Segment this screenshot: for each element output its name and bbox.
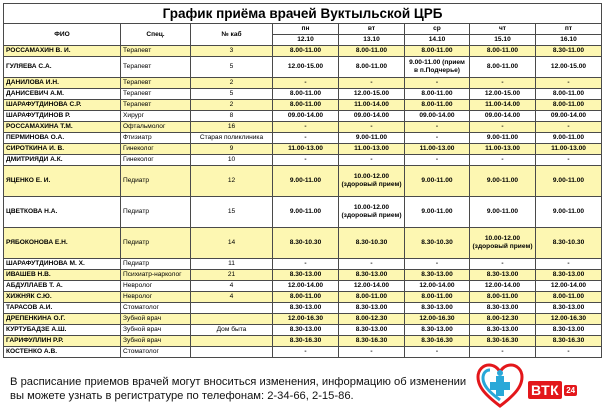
schedule-cell-tue: 12.00-14.00 [339, 281, 405, 292]
schedule-cell-fri: - [536, 122, 602, 133]
schedule-cell-fri: 9.00-11.00 [536, 166, 602, 197]
header-date-mon: 12.10 [273, 35, 339, 46]
doctor-name: ХИЖНЯК С.Ю. [4, 292, 121, 303]
table-row [4, 133, 602, 144]
schedule-cell-wed: - [405, 347, 470, 358]
cabinet-number [191, 336, 273, 347]
doctor-specialty: Хирург [121, 111, 191, 122]
schedule-cell-thu: 8.30-13.00 [470, 325, 536, 336]
doctor-name: ШАРАФУТДИНОВ Р. [4, 111, 121, 122]
cabinet-number: 9 [191, 144, 273, 155]
cabinet-number: 10 [191, 155, 273, 166]
table-row [4, 155, 602, 166]
table-row [4, 111, 602, 122]
header-spec: Спец. [121, 24, 191, 46]
doctor-name: РЯБОКОНОВА Е.Н. [4, 228, 121, 259]
schedule-cell-thu: 10.00-12.00 (здоровый прием) [470, 228, 536, 259]
header-date-fri: 16.10 [536, 35, 602, 46]
heart-cross-logo-icon [474, 360, 526, 412]
doctor-name: ДАНИСЕВИЧ А.М. [4, 89, 121, 100]
schedule-cell-thu: - [470, 155, 536, 166]
schedule-cell-thu: 12.00-14.00 [470, 281, 536, 292]
schedule-cell-tue: 8.30-13.00 [339, 270, 405, 281]
schedule-cell-mon: 8.00-11.00 [273, 46, 339, 57]
schedule-cell-fri: 8.30-13.00 [536, 270, 602, 281]
schedule-cell-mon: - [273, 347, 339, 358]
doctor-name: КУРТУБАДЗЕ А.Ш. [4, 325, 121, 336]
table-row [4, 292, 602, 303]
doctor-specialty: Зубной врач [121, 314, 191, 325]
schedule-cell-fri: 12.00-15.00 [536, 57, 602, 78]
table-row [4, 303, 602, 314]
schedule-cell-tue: 8.30-16.30 [339, 336, 405, 347]
schedule-cell-mon: 8.30-13.00 [273, 325, 339, 336]
schedule-cell-mon: 12.00-14.00 [273, 281, 339, 292]
table-row [4, 270, 602, 281]
schedule-cell-wed: 8.00-11.00 [405, 46, 470, 57]
doctor-specialty: Невролог [121, 281, 191, 292]
header-day-mon: пн [273, 24, 339, 35]
schedule-cell-tue: - [339, 259, 405, 270]
schedule-cell-mon: 8.00-11.00 [273, 292, 339, 303]
header-day-tue: вт [339, 24, 405, 35]
schedule-cell-wed: - [405, 259, 470, 270]
doctor-specialty: Терапевт [121, 57, 191, 78]
cabinet-number [191, 303, 273, 314]
schedule-cell-fri: 8.00-11.00 [536, 100, 602, 111]
doctor-name: ЯЦЕНКО Е. И. [4, 166, 121, 197]
btk-logo-text: ВТК [528, 381, 562, 399]
doctor-specialty: Гинеколог [121, 155, 191, 166]
schedule-cell-mon: 12.00-16.30 [273, 314, 339, 325]
schedule-cell-tue: 11.00-13.00 [339, 144, 405, 155]
page-title: График приёма врачей Вуктыльской ЦРБ [4, 4, 602, 24]
cabinet-number: 11 [191, 259, 273, 270]
schedule-cell-mon: 8.30-13.00 [273, 303, 339, 314]
schedule-cell-mon: 8.30-16.30 [273, 336, 339, 347]
schedule-cell-thu: 09.00-14.00 [470, 111, 536, 122]
schedule-cell-mon: - [273, 122, 339, 133]
doctor-name: ПЕРМИНОВА О.А. [4, 133, 121, 144]
schedule-cell-wed: 8.30-13.00 [405, 303, 470, 314]
header-day-fri: пт [536, 24, 602, 35]
schedule-cell-mon: 8.00-11.00 [273, 89, 339, 100]
doctor-name: ШАРАФУТДИНОВА С.Р. [4, 100, 121, 111]
schedule-cell-tue: 8.00-11.00 [339, 57, 405, 78]
schedule-cell-tue: 8.00-11.00 [339, 46, 405, 57]
schedule-cell-thu: 8.00-11.00 [470, 46, 536, 57]
schedule-cell-wed: - [405, 133, 470, 144]
schedule-cell-tue: 8.00-12.30 [339, 314, 405, 325]
doctor-specialty: Зубной врач [121, 325, 191, 336]
doctor-name: ШАРАФУТДИНОВА М. Х. [4, 259, 121, 270]
schedule-cell-fri: 12.00-16.30 [536, 314, 602, 325]
table-row [4, 325, 602, 336]
cabinet-number: Дом быта [191, 325, 273, 336]
doctor-specialty: Невролог [121, 292, 191, 303]
cabinet-number: 12 [191, 166, 273, 197]
header-fio: ФИО [4, 24, 121, 46]
schedule-cell-thu: 12.00-15.00 [470, 89, 536, 100]
schedule-cell-thu: - [470, 259, 536, 270]
schedule-cell-thu: - [470, 122, 536, 133]
cabinet-number: 4 [191, 281, 273, 292]
cabinet-number: 8 [191, 111, 273, 122]
cabinet-number: 5 [191, 57, 273, 78]
schedule-cell-wed: 8.30-13.00 [405, 325, 470, 336]
doctor-name: ДАНИЛОВА И.Н. [4, 78, 121, 89]
cabinet-number: 3 [191, 46, 273, 57]
schedule-cell-tue: 10.00-12.00 (здоровый прием) [339, 197, 405, 228]
cabinet-number: 16 [191, 122, 273, 133]
schedule-rows [4, 46, 602, 358]
schedule-cell-mon: - [273, 78, 339, 89]
table-row [4, 336, 602, 347]
schedule-cell-tue: - [339, 78, 405, 89]
table-row [4, 259, 602, 270]
doctor-specialty: Терапевт [121, 89, 191, 100]
schedule-cell-thu: 8.30-13.00 [470, 303, 536, 314]
table-row [4, 314, 602, 325]
doctor-specialty: Офтальмолог [121, 122, 191, 133]
schedule-cell-wed: 11.00-13.00 [405, 144, 470, 155]
doctor-name: ГАРИФУЛЛИН Р.Р. [4, 336, 121, 347]
schedule-cell-fri: - [536, 347, 602, 358]
schedule-cell-wed: - [405, 122, 470, 133]
doctor-specialty: Фтизиатр [121, 133, 191, 144]
schedule-cell-mon: 12.00-15.00 [273, 57, 339, 78]
schedule-cell-wed: 9.00-11.00 [405, 197, 470, 228]
cabinet-number: 5 [191, 89, 273, 100]
btk24-logo [528, 380, 577, 400]
doctor-specialty: Педиатр [121, 166, 191, 197]
schedule-cell-wed: 9.00-11.00 (прием в п.Подчерье) [405, 57, 470, 78]
schedule-cell-fri: 8.00-11.00 [536, 292, 602, 303]
table-row [4, 144, 602, 155]
doctor-specialty: Стоматолог [121, 347, 191, 358]
schedule-cell-thu: 9.00-11.00 [470, 133, 536, 144]
schedule-cell-mon: 8.30-13.00 [273, 270, 339, 281]
schedule-cell-tue: 11.00-14.00 [339, 100, 405, 111]
doctor-name: ЦВЕТКОВА Н.А. [4, 197, 121, 228]
schedule-cell-thu: 9.00-11.00 [470, 197, 536, 228]
cabinet-number: 2 [191, 78, 273, 89]
schedule-cell-wed: 09.00-14.00 [405, 111, 470, 122]
schedule-change-note: В расписание приемов врачей могут вноситься изменения, информацию об изменении вы можете узнать в регистратуре по телефонам: 2-34-66, 2-15-86. [10, 376, 467, 402]
header-cab: № каб [191, 24, 273, 46]
schedule-cell-tue: 8.00-11.00 [339, 292, 405, 303]
cabinet-number [191, 347, 273, 358]
table-row [4, 166, 602, 197]
schedule-cell-thu: 11.00-14.00 [470, 100, 536, 111]
schedule-cell-tue: 09.00-14.00 [339, 111, 405, 122]
schedule-cell-tue: 10.00-12.00 (здоровый прием) [339, 166, 405, 197]
doctor-name: ГУЛЯЕВА С.А. [4, 57, 121, 78]
schedule-cell-fri: 8.30-10.30 [536, 228, 602, 259]
doctor-specialty: Зубной врач [121, 336, 191, 347]
doctor-name: ДМИТРИЯДИ А.К. [4, 155, 121, 166]
schedule-cell-thu: 8.30-16.30 [470, 336, 536, 347]
schedule-cell-tue: 12.00-15.00 [339, 89, 405, 100]
table-row [4, 100, 602, 111]
schedule-cell-thu: 8.00-11.00 [470, 292, 536, 303]
schedule-cell-thu: 8.00-11.00 [470, 57, 536, 78]
schedule-cell-fri: - [536, 78, 602, 89]
schedule-cell-tue: 8.30-13.00 [339, 325, 405, 336]
schedule-cell-wed: 8.00-11.00 [405, 89, 470, 100]
schedule-cell-thu: 11.00-13.00 [470, 144, 536, 155]
doctor-name: РОССАМАХИН В. И. [4, 46, 121, 57]
schedule-cell-fri: 12.00-14.00 [536, 281, 602, 292]
schedule-cell-tue: - [339, 122, 405, 133]
schedule-cell-wed: 8.30-16.30 [405, 336, 470, 347]
schedule-cell-thu: - [470, 347, 536, 358]
header-day-wed: ср [405, 24, 470, 35]
schedule-cell-fri: 9.00-11.00 [536, 197, 602, 228]
table-row [4, 228, 602, 259]
doctor-specialty: Стоматолог [121, 303, 191, 314]
schedule-cell-mon: 11.00-13.00 [273, 144, 339, 155]
schedule-cell-thu: 9.00-11.00 [470, 166, 536, 197]
schedule-cell-tue: 8.30-10.30 [339, 228, 405, 259]
schedule-cell-wed: 9.00-11.00 [405, 166, 470, 197]
doctor-name: АБДУЛЛАЕВ Т. А. [4, 281, 121, 292]
schedule-cell-wed: - [405, 78, 470, 89]
doctor-name: ТАРАСОВ А.И. [4, 303, 121, 314]
schedule-cell-fri: 8.00-11.00 [536, 89, 602, 100]
doctor-specialty: Психиатр-нарколог [121, 270, 191, 281]
schedule-cell-thu: 8.00-12.30 [470, 314, 536, 325]
table-row [4, 57, 602, 78]
schedule-cell-wed: 8.30-10.30 [405, 228, 470, 259]
schedule-cell-wed: 12.00-14.00 [405, 281, 470, 292]
schedule-cell-fri: 8.30-13.00 [536, 303, 602, 314]
schedule-cell-fri: - [536, 155, 602, 166]
doctor-specialty: Терапевт [121, 100, 191, 111]
doctor-name: СИРОТКИНА И. В. [4, 144, 121, 155]
schedule-cell-mon: - [273, 155, 339, 166]
schedule-cell-tue: - [339, 155, 405, 166]
header-day-thu: чт [470, 24, 536, 35]
schedule-table [3, 3, 602, 358]
table-row [4, 197, 602, 228]
schedule-cell-thu: - [470, 78, 536, 89]
schedule-cell-mon: 8.00-11.00 [273, 100, 339, 111]
schedule-cell-fri: 9.00-11.00 [536, 133, 602, 144]
cabinet-number: 21 [191, 270, 273, 281]
table-row [4, 89, 602, 100]
header-date-wed: 14.10 [405, 35, 470, 46]
schedule-cell-tue: 8.30-13.00 [339, 303, 405, 314]
schedule-cell-fri: 8.30-13.00 [536, 325, 602, 336]
schedule-cell-wed: - [405, 155, 470, 166]
schedule-cell-tue: - [339, 347, 405, 358]
schedule-cell-fri: 09.00-14.00 [536, 111, 602, 122]
table-row [4, 78, 602, 89]
doctor-specialty: Педиатр [121, 197, 191, 228]
doctor-specialty: Педиатр [121, 228, 191, 259]
schedule-cell-thu: 8.30-13.00 [470, 270, 536, 281]
schedule-cell-mon: - [273, 259, 339, 270]
schedule-cell-wed: 8.00-11.00 [405, 292, 470, 303]
schedule-cell-fri: 8.30-11.00 [536, 46, 602, 57]
header-date-tue: 13.10 [339, 35, 405, 46]
cabinet-number: 4 [191, 292, 273, 303]
schedule-cell-wed: 8.30-13.00 [405, 270, 470, 281]
cabinet-number: Старая поликлиника [191, 133, 273, 144]
cabinet-number: 14 [191, 228, 273, 259]
cabinet-number: 2 [191, 100, 273, 111]
schedule-cell-mon: 09.00-14.00 [273, 111, 339, 122]
cabinet-number: 15 [191, 197, 273, 228]
doctor-specialty: Гинеколог [121, 144, 191, 155]
schedule-cell-fri: - [536, 259, 602, 270]
table-row [4, 347, 602, 358]
doctor-name: ИВАШЕВ Н.В. [4, 270, 121, 281]
table-row [4, 46, 602, 57]
schedule-cell-mon: - [273, 133, 339, 144]
btk-logo-number: 24 [566, 385, 576, 395]
doctor-specialty: Терапевт [121, 46, 191, 57]
cabinet-number [191, 314, 273, 325]
doctor-name: РОССАМАХИНА Т.М. [4, 122, 121, 133]
schedule-cell-tue: 9.00-11.00 [339, 133, 405, 144]
doctor-specialty: Терапевт [121, 78, 191, 89]
schedule-cell-fri: 11.00-13.00 [536, 144, 602, 155]
schedule-cell-mon: 8.30-10.30 [273, 228, 339, 259]
schedule-cell-wed: 12.00-16.30 [405, 314, 470, 325]
schedule-cell-wed: 8.00-11.00 [405, 100, 470, 111]
header-date-thu: 15.10 [470, 35, 536, 46]
schedule-cell-mon: 9.00-11.00 [273, 197, 339, 228]
schedule-cell-mon: 9.00-11.00 [273, 166, 339, 197]
schedule-cell-fri: 8.30-16.30 [536, 336, 602, 347]
doctor-name: КОСТЕНКО А.В. [4, 347, 121, 358]
table-row [4, 122, 602, 133]
doctor-name: ДРЕПЕНКИНА О.Г. [4, 314, 121, 325]
table-row [4, 281, 602, 292]
doctor-specialty: Педиатр [121, 259, 191, 270]
